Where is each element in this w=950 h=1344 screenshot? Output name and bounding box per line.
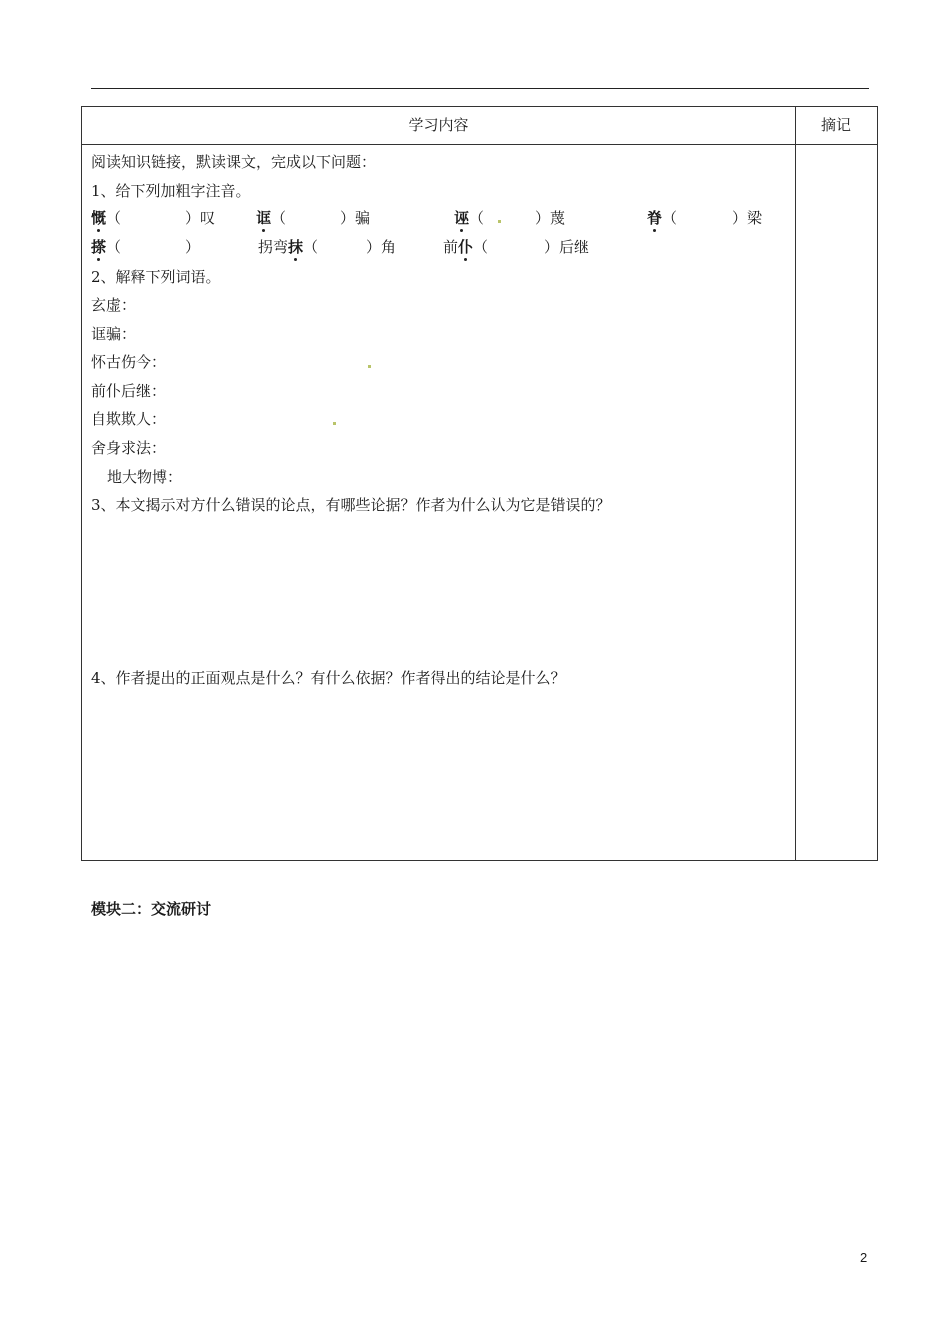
pinyin-close: ）角 [366, 238, 397, 256]
question-3: 3、本文揭示对方什么错误的论点，有哪些论据？作者为什么认为它是错误的？ [91, 496, 611, 514]
pinyin-row-1 [82, 207, 795, 229]
scan-speck [368, 365, 371, 368]
page-number: 2 [860, 1250, 868, 1265]
pinyin-item: 搽（ [91, 238, 122, 256]
term-sheshen: 舍身求法： [91, 439, 167, 457]
term-huaigu: 怀古伤今： [91, 353, 167, 371]
term-ziqi: 自欺欺人： [91, 410, 167, 428]
pinyin-item: 前仆（ [443, 238, 489, 256]
pinyin-row-2 [82, 236, 795, 258]
pinyin-item: 慨（ [91, 209, 122, 227]
pinyin-item: 诓（ [256, 209, 287, 227]
scan-speck [333, 422, 336, 425]
study-table [81, 106, 878, 861]
intro-text: 阅读知识链接，默读课文，完成以下问题： [91, 153, 377, 171]
pinyin-close: ）梁 [732, 209, 763, 227]
pinyin-item: 拐弯抹（ [258, 238, 319, 256]
term-dida: 地大物博： [107, 468, 183, 486]
header-rule [91, 88, 869, 89]
question-2: 2、解释下列词语。 [91, 268, 221, 286]
table-header-row [82, 107, 877, 145]
header-notes: 摘记 [820, 116, 851, 134]
pinyin-close: ）骗 [340, 209, 371, 227]
section-title: 模块二：交流研讨 [91, 900, 212, 918]
pinyin-close: ）后继 [544, 238, 590, 256]
term-kuangpian: 诓骗： [91, 325, 137, 343]
term-xuanxu: 玄虚： [91, 296, 137, 314]
question-1: 1、给下列加粗字注音。 [91, 182, 251, 200]
pinyin-close: ） [185, 238, 201, 256]
header-study-content: 学习内容 [408, 116, 469, 134]
term-qianpu: 前仆后继： [91, 382, 167, 400]
pinyin-close: ）叹 [185, 209, 216, 227]
column-divider [795, 107, 796, 860]
pinyin-close: ）蔑 [535, 209, 566, 227]
scan-speck [498, 220, 501, 223]
question-4: 4、作者提出的正面观点是什么？有什么依据？作者得出的结论是什么？ [91, 669, 566, 687]
pinyin-item: 脊（ [647, 209, 678, 227]
pinyin-item: 诬（ [454, 209, 485, 227]
